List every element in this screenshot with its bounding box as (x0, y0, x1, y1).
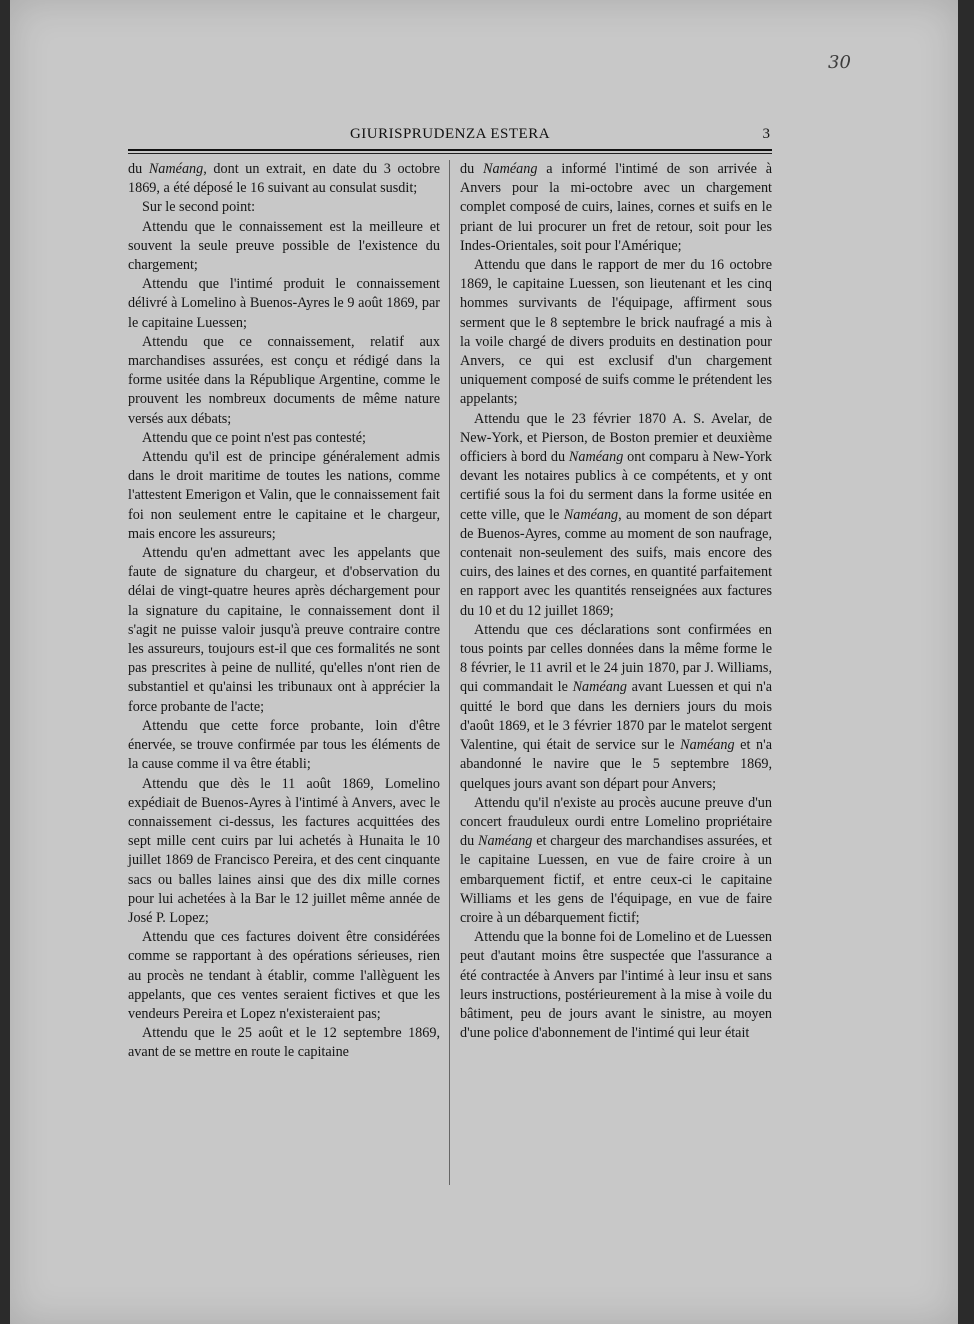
paragraph: Attendu que ces déclarations sont confirmées en tous points par celles données dans la même forme le 8 février, le 11 avril et le 24 juin 1870, par J. Williams, qui commandait le Naméang avant Luessen et qui n'a quitté le bord que dans les derniers jours du mois d'août 1869, et le 3 février 1870 par le matelot sergent Valentine, qui était de service sur le Naméang et n'a abandonné le navire que le 5 septembre 1869, quelques jours avant son départ pour Anvers; (460, 621, 772, 792)
paragraph: Attendu que ces factures doivent être considérées comme se rapportant à des opérations sérieuses, rien au procès ne tendant à établir, comme l'allèguent les appelants, que ces ventes seraient fictives et que les vendeurs Pereira et Lopez n'existeraient pas; (128, 929, 440, 1022)
paragraph: Attendu que cette force probante, loin d'être énervée, se trouve confirmée par tous les éléments de la cause comme il va être établi; (128, 717, 440, 773)
header-rule-thick (128, 149, 772, 151)
paragraph: du Naméang, dont un extrait, en date du 3 octobre 1869, a été déposé le 16 suivant au consulat susdit; (128, 161, 441, 197)
paragraph: Attendu que dès le 11 août 1869, Lomelino expédiait de Buenos-Ayres à l'intimé à Anvers, avec le connaissement ci-dessus, les factures acquittées des sept mille cent cuirs par lui achetés à Hunaita le 10 juillet 1869 de Francisco Pereira, et des cent cinquante sacs ou balles laines ainsi que des dix mille cornes pour lui achetées à la Bar le 12 juillet même année de José P. Lopez; (128, 775, 440, 926)
paragraph: Attendu que ce connaissement, relatif aux marchandises assurées, est conçu et rédigé dans la forme usitée dans la République Argentine, comme le prouvent les nombreux documents de même nature versés aux débats; (128, 333, 440, 427)
paragraph: Attendu qu'en admettant avec les appelants que faute de signature du chargeur, et d'observation du délai de vingt-quatre heures après déchargement pour la signature du capitaine, le connaissement dont il s'agit ne puisse valoir jusqu'à preuve contraire contre les assureurs, toujours est-il que ces formalités ne sont pas prescrites à peine de nullité, qu'elles n'ont rien de substantiel et qu'ainsi les tribunaux ont à apprécier la force probante de l'acte; (128, 545, 440, 715)
right-column (460, 160, 772, 1190)
paragraph: Attendu que ce point n'est pas contesté; (142, 429, 366, 446)
paragraph: Attendu qu'il est de principe généralement admis dans le droit maritime de toutes les nations, comme l'attestent Emerigon et Valin, que le connaissement fait foi non seulement entre le capitaine et le chargeur, mais encore les assureurs; (128, 449, 440, 542)
running-header (128, 126, 772, 148)
paragraph: du Naméang a informé l'intimé de son arrivée à Anvers pour la mi-octobre avec un chargement complet composé de cuirs, laines, cornes et suifs en le priant de lui procurer un fret de retour, soit pour les Indes-Orientales, soit pour l'Amérique; (460, 161, 773, 254)
paragraph: Attendu que le connaissement est la meilleure et souvent la seule preuve possible de l'existence du chargement; (128, 218, 440, 274)
header-title: GIURISPRUDENZA ESTERA (349, 126, 551, 142)
paragraph: Sur le second point: (142, 199, 256, 216)
header-page-number: 3 (762, 126, 770, 142)
paragraph: Attendu que la bonne foi de Lomelino et de Luessen peut d'autant moins être suspectée que l'assurance a été contractée à Anvers par l'intimé à leur insu et sans leurs instructions, postérieurement à la mise à voile du bâtiment, peu de jours avant le sinistre, au moyen d'une police d'abonnement de l'intimé qui leur était (460, 929, 772, 1042)
handwritten-page-number: 30 (828, 52, 851, 73)
paragraph: Attendu que le 25 août et le 12 septembre 1869, avant de se mettre en route le capitaine (128, 1025, 440, 1061)
header-rule-thin (128, 153, 772, 154)
document-page (10, 0, 958, 1324)
column-divider (449, 160, 450, 1185)
left-column (128, 160, 440, 1190)
paragraph: Attendu qu'il n'existe au procès aucune preuve d'un concert frauduleux ourdi entre Lomelino propriétaire du Naméang et chargeur des marchandises assurées, et le capitaine Luessen, en vue de faire croire à un embarquement fictif, et entre ceux-ci le capitaine Williams et les gens de l'équipage, en vue de faire croire à un débarquement fictif; (460, 794, 773, 926)
paragraph: Attendu que l'intimé produit le connaissement délivré à Lomelino à Buenos-Ayres le 9 août 1869, par le capitaine Luessen; (128, 276, 440, 331)
paragraph: Attendu que dans le rapport de mer du 16 octobre 1869, le capitaine Luessen, son lieutenant et les cinq hommes survivants de l'équipage, affirment sous serment que le 8 septembre le brick naufragé a mis à la voile chargé de divers produits en destination pour Anvers, ce qui est exclusif d'un chargement uniquement composé de suifs comme le prétendent les appelants; (460, 257, 772, 408)
paragraph: Attendu que le 23 février 1870 A. S. Avelar, de New-York, et Pierson, de Boston premier et deuxième officiers à bord du Naméang ont comparu à New-York devant les notaires publics à ce compétents, et y ont certifié sous la foi du serment dans la forme usitée en cette ville, que le Naméang, au moment de son départ de Buenos-Ayres, comme au moment de son naufrage, contenait non-seulement des suifs, mais encore des cuirs, des laines et des cornes, en quantité parfaitement en rapport avec les quantités renseignées aux factures du 10 et du 12 juillet 1869; (460, 410, 773, 619)
